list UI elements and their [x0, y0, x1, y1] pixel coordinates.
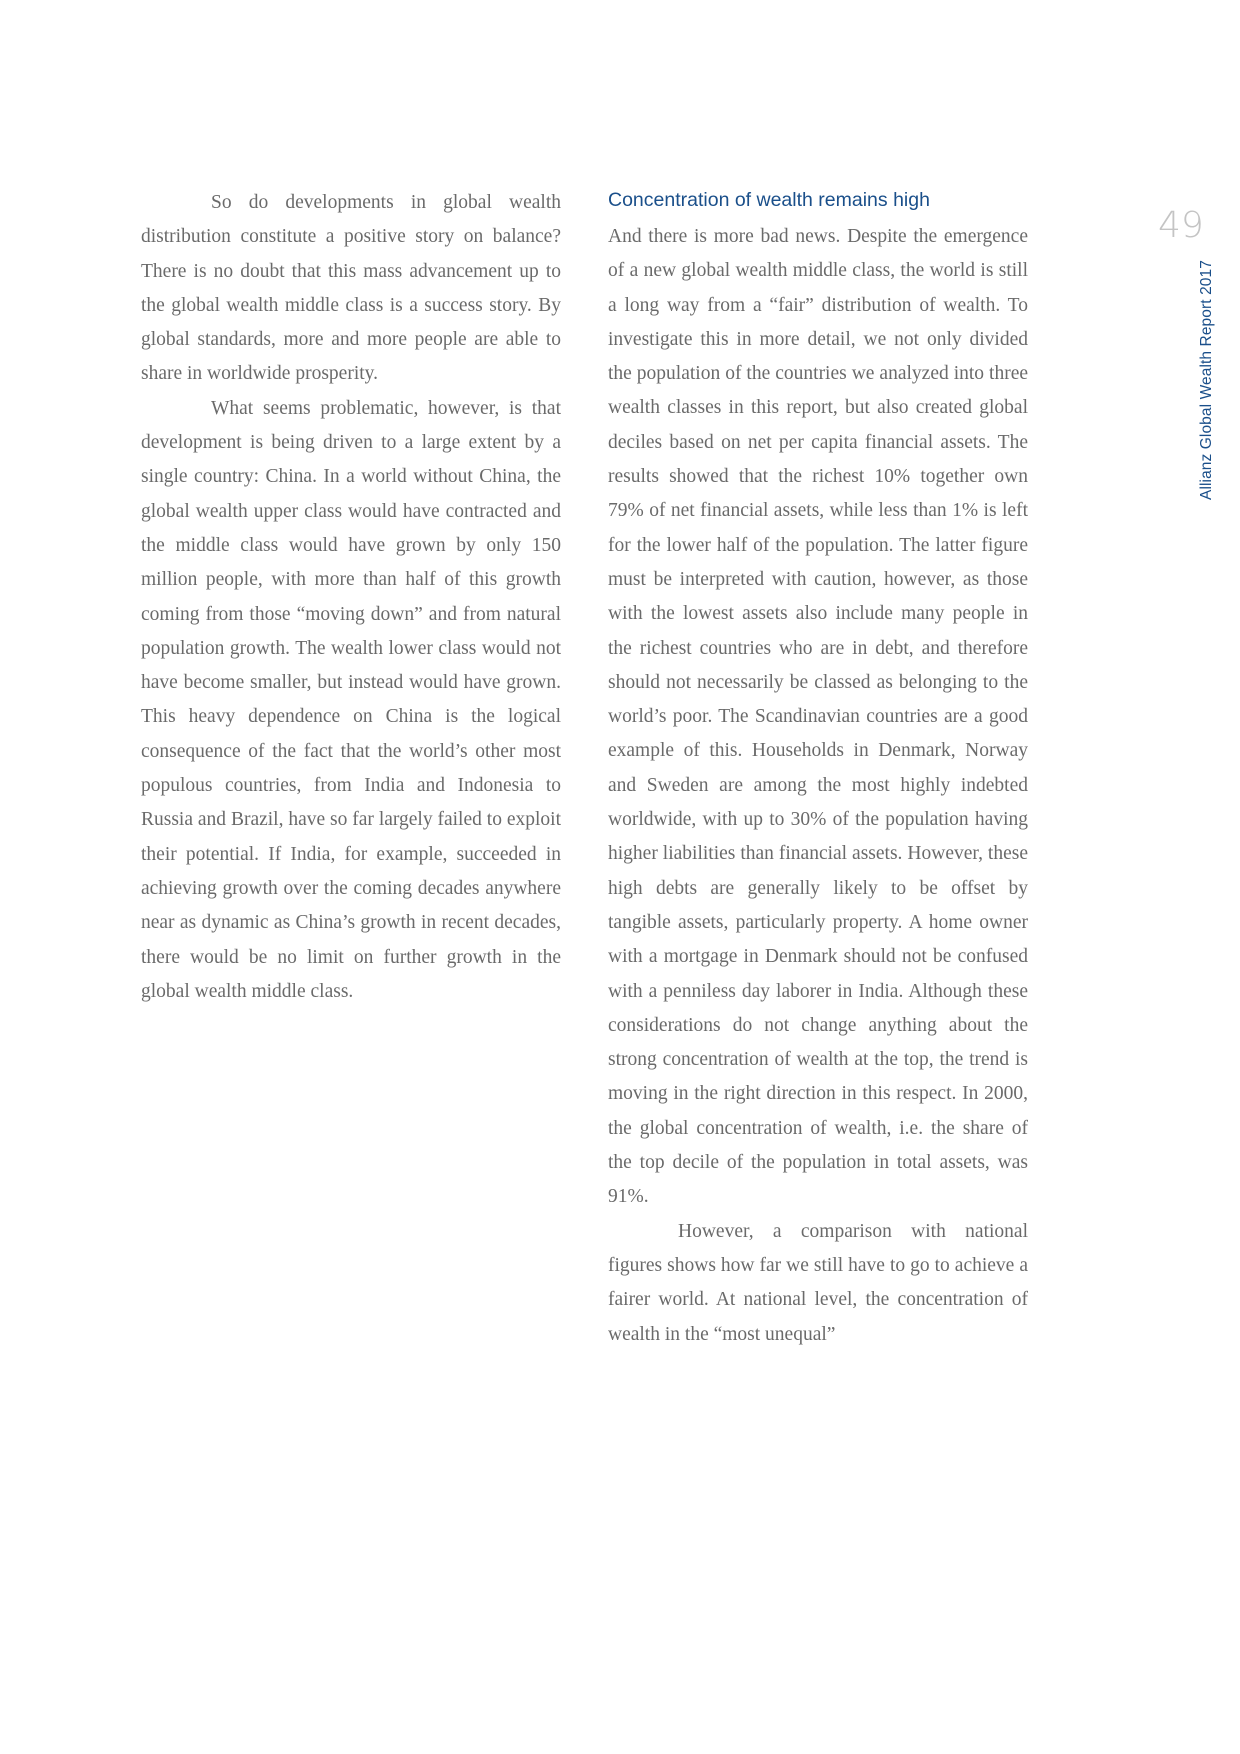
left-column: [141, 186, 561, 1009]
left-paragraph-2: What seems problematic, however, is that development is being driven to a large extent by a single country: China. In a world without China, the global wealth upper class would have contracted and the middle class would have grown by only 150 million people, with more than half of this growth coming from those “moving down” and from natural population growth. The wealth lower class would not have become smaller, but instead would have grown. This heavy dependence on China is the logical consequence of the fact that the world’s other most populous countries, from India and Indonesia to Russia and Brazil, have so far largely failed to exploit their potential. If India, for example, succeeded in achieving growth over the coming decades anywhere near as dynamic as China’s growth in recent decades, there would be no limit on further growth in the global wealth middle class.: [141, 397, 561, 1002]
right-paragraph-1: And there is more bad news. Despite the emergence of a new global wealth middle class, the world is still a long way from a “fair” distribution of wealth. To investigate this in more detail, we not only divided the population of the countries we analyzed into three wealth classes in this report, but also created global deciles based on net per capita financial assets. The results showed that the richest 10% together own 79% of net financial assets, while less than 1% is left for the lower half of the population. The latter figure must be interpreted with caution, however, as those with the lowest assets also include many people in the richest countries who are in debt, and therefore should not necessarily be classed as belonging to the world’s poor. The Scandinavian countries are a good example of this. Households in Denmark, Norway and Sweden are among the most highly indebted worldwide, with up to 30% of the population having higher liabilities than financial assets. However, these high debts are generally likely to be offset by tangible assets, particularly property. A home owner with a mortgage in Denmark should not be confused with a penniless day laborer in India. Although these considerations do not change anything about the strong concentration of wealth at the top, the trend is moving in the right direction in this respect. In 2000, the global concentration of wealth, i.e. the share of the top decile of the population in total assets, was 91%.: [608, 226, 1028, 1208]
left-paragraph-1: So do developments in global wealth distribution constitute a positive story on balance? There is no doubt that this mass advancement up to the global wealth middle class is a success story. By global standards, more and more people are able to share in worldwide prosperity.: [141, 192, 561, 385]
page-number: 49: [1158, 205, 1204, 246]
right-column: [608, 220, 1028, 1352]
right-paragraph-2: However, a comparison with national figures shows how far we still have to go to achieve a fairer world. At national level, the concentration of wealth in the “most unequal”: [608, 1220, 1028, 1345]
section-heading: Concentration of wealth remains high: [608, 189, 930, 211]
report-title-vertical: Allianz Global Wealth Report 2017: [1198, 260, 1215, 500]
